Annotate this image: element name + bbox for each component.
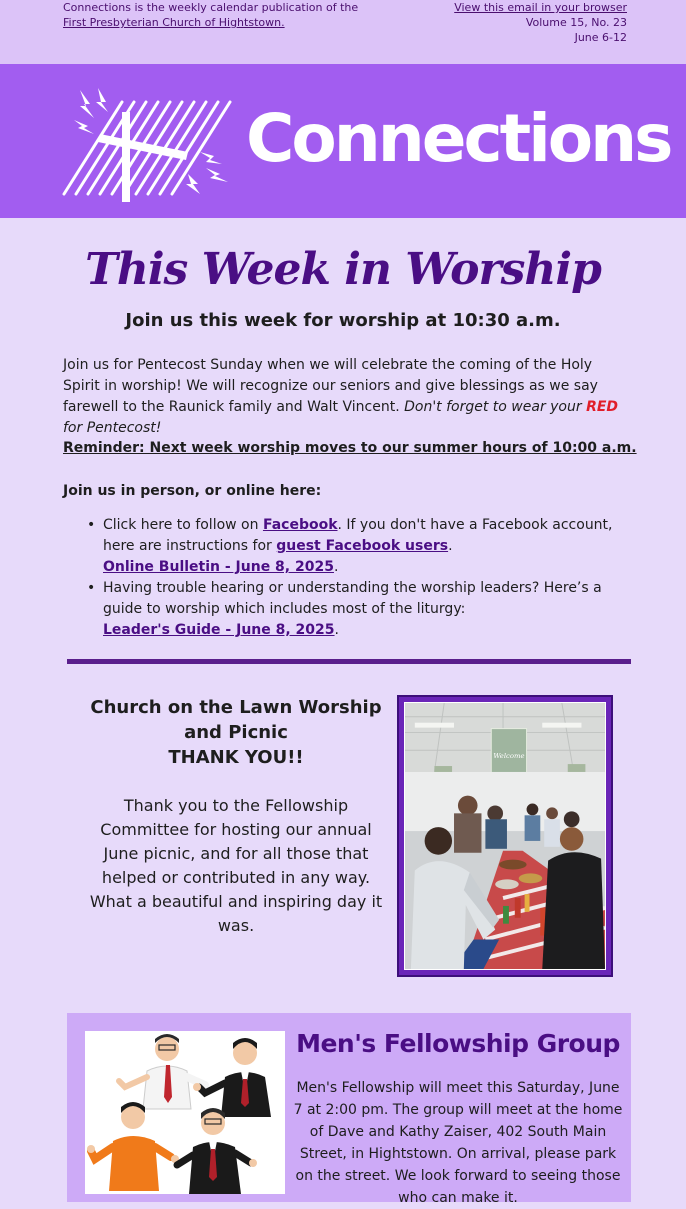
- facebook-guest-text: . If you don't have a Facebook account, here are instructions for: [103, 517, 613, 554]
- lawn-worship-title: Church on the Lawn Worship and Picnic: [90, 697, 382, 743]
- punctuation: .: [448, 538, 453, 554]
- mens-fellowship-box: [67, 1013, 631, 1206]
- view-in-browser-link[interactable]: View this email in your browser: [454, 1, 627, 14]
- worship-heading: This Week in Worship: [85, 244, 601, 295]
- welcome-banner-text: Welcome: [493, 752, 525, 761]
- worship-links-list: [103, 515, 633, 641]
- church-link[interactable]: First Presbyterian Church of Hightstown.: [63, 16, 285, 29]
- guest-facebook-link[interactable]: guest Facebook users: [276, 538, 449, 554]
- summer-hours-reminder: Reminder: Next week worship moves to our summer hours of 10:00 a.m.: [63, 440, 637, 456]
- issue-dates: June 6-12: [574, 31, 627, 44]
- lawn-worship-heading: [84, 695, 388, 770]
- leaders-guide-link[interactable]: Leader's Guide - June 8, 2025: [103, 622, 335, 638]
- preheader: [0, 0, 686, 64]
- list-item: [103, 578, 633, 641]
- picnic-photo: [404, 702, 606, 970]
- worship-subheading: Join us this week for worship at 10:30 a.m.: [125, 310, 561, 331]
- wear-red-text: Don't forget to wear your: [404, 399, 587, 415]
- online-bulletin-link[interactable]: Online Bulletin - June 8, 2025: [103, 559, 334, 575]
- list-item: [103, 515, 633, 578]
- preheader-issue-info: [454, 0, 627, 45]
- preheader-intro: [63, 0, 358, 30]
- mens-fellowship-title: Men's Fellowship Group: [296, 1029, 620, 1058]
- business-men-clipart-image: [85, 1031, 285, 1194]
- leaders-guide-intro-text: Having trouble hearing or understanding the worship leaders? Here’s a guide to worship which includes most of the liturgy:: [103, 580, 602, 617]
- pentecost-text: for Pentecost!: [63, 420, 162, 436]
- worship-intro-text: Join us for Pentecost Sunday when we will celebrate the coming of the Holy Spirit in worship! We will recognize our seniors and give blessings as we say farewell to the Raunick family and Walt Vincent.: [63, 357, 598, 415]
- facebook-link[interactable]: Facebook: [262, 517, 338, 533]
- punctuation: .: [334, 622, 339, 638]
- red-emphasis: RED: [586, 399, 619, 415]
- cross-with-rays-logo-icon: [60, 82, 236, 202]
- mens-fellowship-text: Men's Fellowship will meet this Saturday, June 7 at 2:00 pm. The group will meet at the home of Dave and Kathy Zaiser, 402 South Main Street, in Hightstown. On arrival, please park on the street. We look forward to seeing those who can make it.: [293, 1080, 623, 1206]
- masthead-banner: [0, 64, 686, 218]
- worship-intro-paragraph: [63, 355, 628, 439]
- intro-text: Connections is the weekly calendar publication of the: [63, 1, 359, 14]
- volume-number: Volume 15, No. 23: [525, 16, 627, 29]
- picnic-scene-image: [405, 703, 605, 969]
- picnic-photo-frame: [397, 695, 613, 977]
- join-online-label: Join us in person, or online here:: [63, 483, 322, 499]
- mens-group-illustration: [85, 1031, 285, 1194]
- section-divider: [67, 659, 631, 664]
- masthead-title: Connections: [246, 100, 671, 177]
- lawn-thank-you-text: Thank you to the Fellowship Committee for hosting our annual June picnic, and for all those that helped or contributed in any way. What a beautiful and inspiring day it was.: [89, 796, 383, 935]
- thank-you-title: THANK YOU!!: [168, 747, 304, 768]
- punctuation: .: [333, 559, 339, 575]
- facebook-intro-text: Click here to follow on: [103, 517, 263, 533]
